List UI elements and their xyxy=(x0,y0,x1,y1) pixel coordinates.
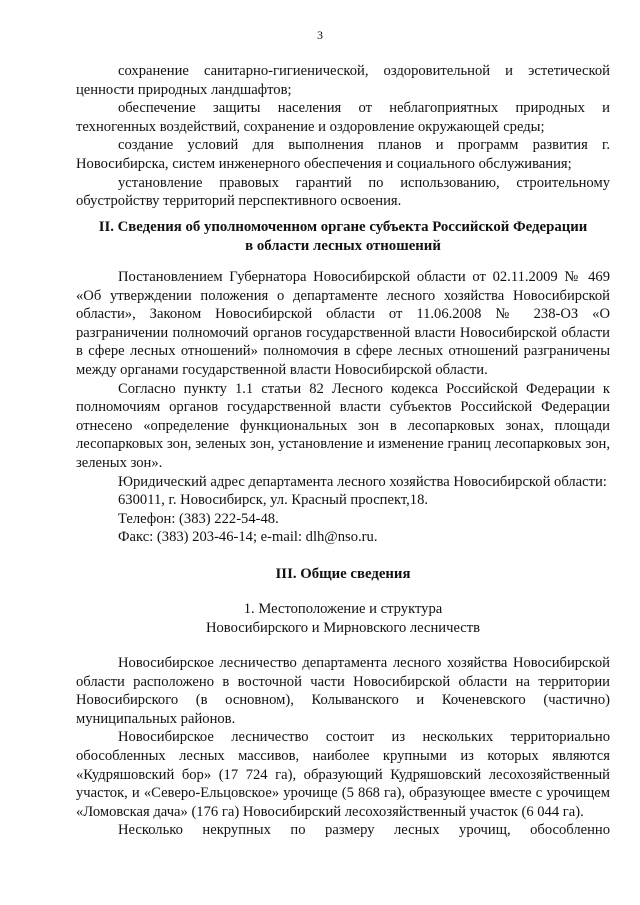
section-3-subtitle-line-2: Новосибирского и Мирновского лесничеств xyxy=(205,619,481,636)
section-2-paragraph: Согласно пункту 1.1 статьи 82 Лесного кодекса Российской Федерации к полномочиям органов государственной власти субъектов Российской Федерации отнесено «определение функциональных зон в лесопарковых зонах, площади лесопарковых зон, зеленых зон, установление и изменение границ лесопарковых зон, зеленых зон». xyxy=(76,380,610,471)
fax-line: Факс: (383) 203-46-14; e-mail: dlh@nso.ru. xyxy=(118,529,378,546)
section-2-title-line-2: в области лесных отношений xyxy=(245,237,441,254)
phone-line: Телефон: (383) 222-54-48. xyxy=(118,510,279,527)
address-line: 630011, г. Новосибирск, ул. Красный проспект,18. xyxy=(118,492,429,509)
intro-paragraph: установление правовых гарантий по использованию, строительному обустройству территорий перспективного освоения. xyxy=(76,174,610,210)
section-3-heading xyxy=(76,565,610,584)
section-3-paragraph: Несколько некрупных по размеру лесных урочищ, обособленно xyxy=(118,822,610,839)
section-3-paragraph: Новосибирское лесничество департамента лесного хозяйства Новосибирской области расположено в восточной части Новосибирской области на территории Новосибирского (в основном), Колыванского и Коченевского (частично) муниципальных районов. xyxy=(76,655,610,727)
intro-paragraph: обеспечение защиты населения от неблагоприятных природных и техногенных воздействий, сохранение и оздоровление окружающей среды; xyxy=(76,100,610,135)
section-3-subtitle-line-1: 1. Местоположение и структура xyxy=(243,601,443,617)
section-3-subheading xyxy=(76,600,610,637)
section-3-paragraph: Новосибирское лесничество состоит из нескольких территориально обособленных лесных массивов, наиболее крупными из которых являются «Кудряшовский бор» (17 724 га), образующий Кудряшовский лесохозяйственный участок, и «Северо-Ельцовское» урочище (5 868 га), образующее вместе с урочищем «Ломовская дача» (176 га) Новосибирский лесохозяйственный участок (6 044 га). xyxy=(76,729,610,820)
intro-paragraph: создание условий для выполнения планов и программ развития г. Новосибирска, систем инженерного обеспечения и социального обслуживания; xyxy=(76,137,610,172)
page-number: 3 xyxy=(317,28,323,42)
section-2-paragraph: Постановлением Губернатора Новосибирской области от 02.11.2009 № 469 «Об утверждении положения о департаменте лесного хозяйства Новосибирской области», Законом Новосибирской области от 11.06.2008 № 238-ОЗ «О разграничении полномочий органов государственной власти Новосибирской области в сфере лесных отношений» полномочия в сфере лесных отношений разграничены между органами государственной власти Новосибирской области. xyxy=(76,269,610,378)
section-2-body xyxy=(76,268,610,547)
section-2-paragraph: Юридический адрес департамента лесного хозяйства Новосибирской области: xyxy=(118,473,607,490)
section-2-title-line-1: II. Сведения об уполномоченном органе субъекта Российской Федерации xyxy=(98,219,588,235)
section-3-title: III. Общие сведения xyxy=(275,566,411,582)
section-2-heading xyxy=(76,218,610,255)
intro-list xyxy=(76,62,610,211)
section-3-body xyxy=(76,654,610,840)
intro-paragraph: сохранение санитарно-гигиенической, оздоровительной и эстетической ценности природных ландшафтов; xyxy=(76,63,610,98)
